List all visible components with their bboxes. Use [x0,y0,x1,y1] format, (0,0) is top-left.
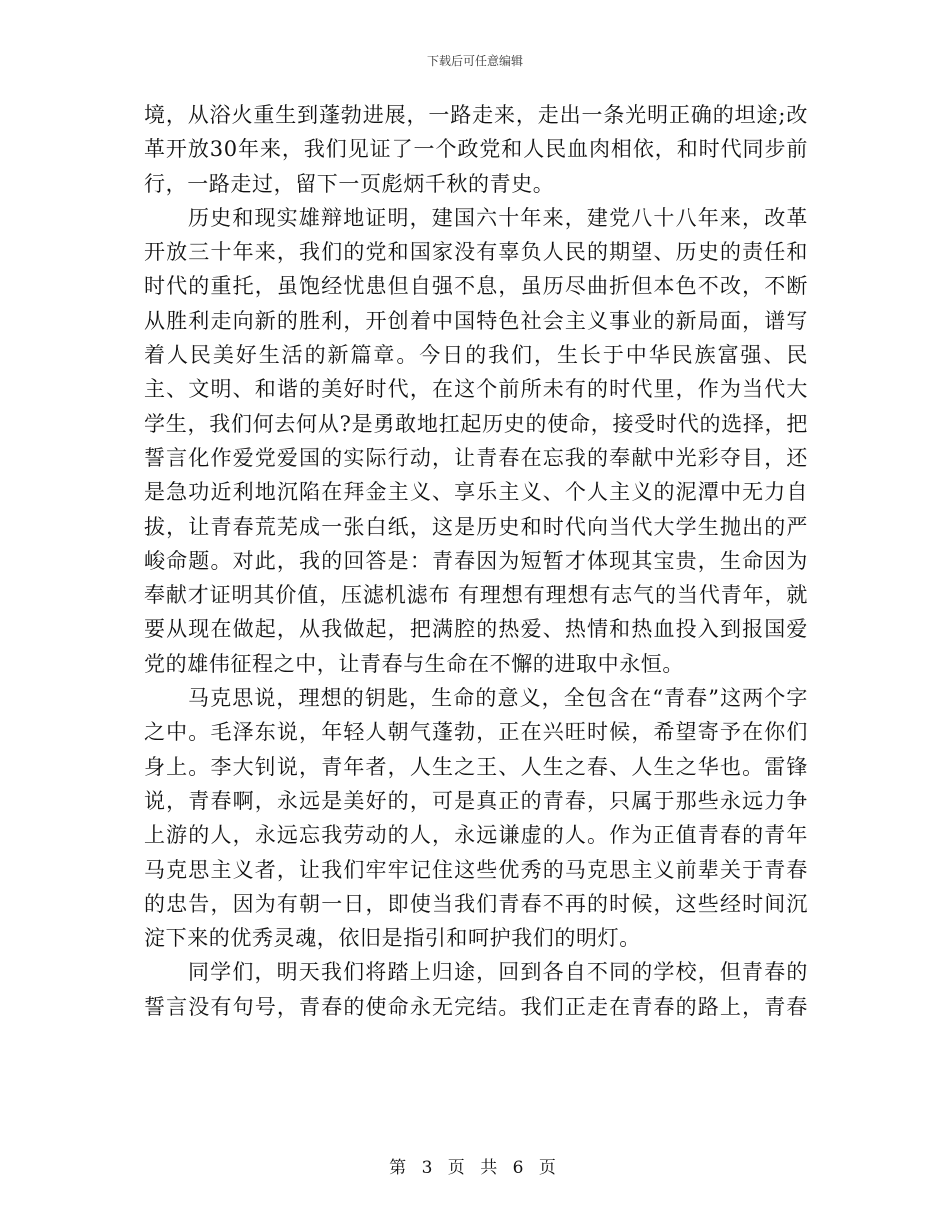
paragraph-4: 同学们，明天我们将踏上归途，回到各自不同的学校，但青春的誓言没有句号，青春的使命永无完结。我们正走在青春的路上，青春 [144,960,808,1019]
document-body [144,98,808,1024]
paragraph-3: 马克思说，理想的钥匙，生命的意义，全包含在“青春”这两个字之中。毛泽东说，年轻人朝气蓬勃，正在兴旺时候，希望寄予在你们身上。李大钊说，青年者，人生之王、人生之春、人生之华也。雷锋说，青春啊，永远是美好的，可是真正的青春，只属于那些永远力争上游的人，永远忘我劳动的人，永远谦虚的人。作为正值青春的青年马克思主义者，让我们牢牢记住这些优秀的马克思主义前辈关于青春的忠告，因为有朝一日，即使当我们青春不再的时候，这些经时间沉淀下来的优秀灵魂，依旧是指引和呵护我们的明灯。 [144,686,808,951]
paragraph-2: 历史和现实雄辩地证明，建国六十年来，建党八十八年来，改革开放三十年来，我们的党和国家没有辜负人民的期望、历史的责任和时代的重托，虽饱经忧患但自强不息，虽历尽曲折但本色不改，不断从胜利走向新的胜利，开创着中国特色社会主义事业的新局面，谱写着人民美好生活的新篇章。今日的我们，生长于中华民族富强、民主、文明、和谐的美好时代，在这个前所未有的时代里，作为当代大学生，我们何去何从?是勇敢地扛起历史的使命，接受时代的选择，把誓言化作爱党爱国的实际行动，让青春在忘我的奉献中光彩夺目，还是急功近利地沉陷在拜金主义、享乐主义、个人主义的泥潭中无力自拔，让青春荒芜成一张白纸，这是历史和时代向当代大学生抛出的严峻命题。对此，我的回答是：青春因为短暂才体现其宝贵，生命因为奉献才证明其价值，压滤机滤布 有理想有理想有志气的当代青年，就要从现在做起，从我做起，把满腔的热爱、热情和热血投入到报国爱党的雄伟征程之中，让青春与生命在不懈的进取中永恒。 [144,205,808,676]
paragraph-1: 境，从浴火重生到蓬勃进展，一路走来，走出一条光明正确的坦途;改革开放30年来，我们见证了一个政党和人民血肉相依，和时代同步前行，一路走过，留下一页彪炳千秋的青史。 [144,103,808,196]
page-number-footer: 第 3 页 共 6 页 [389,1158,561,1178]
page-header: 下载后可任意编辑 [426,54,523,68]
